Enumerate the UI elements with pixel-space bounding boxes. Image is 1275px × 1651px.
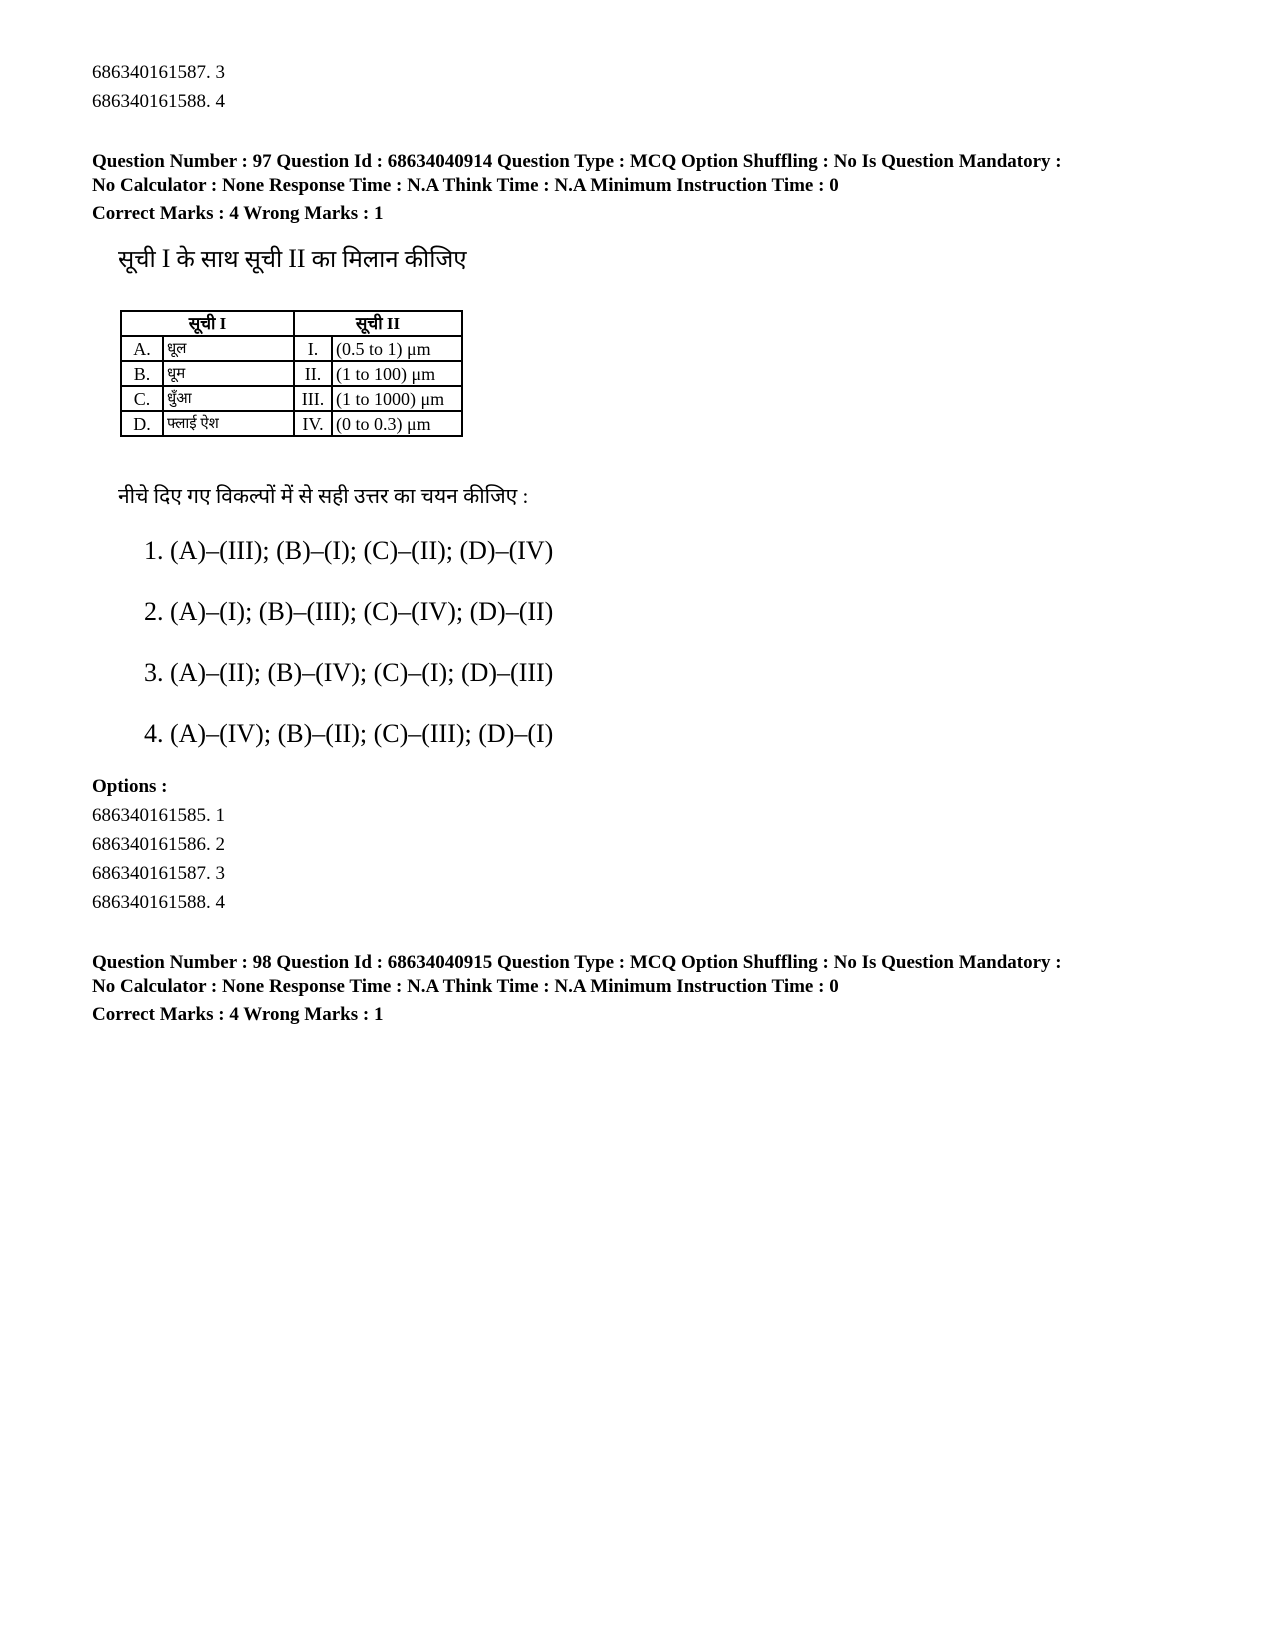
q97-choices (144, 536, 553, 780)
q97-option-3: 686340161587. 3 (92, 863, 225, 884)
q97-marks: Correct Marks : 4 Wrong Marks : 1 (92, 203, 384, 224)
row-letter: D. (121, 411, 163, 436)
row-range: (0 to 0.3) μm (332, 411, 462, 436)
q97-match-table (120, 310, 463, 437)
col1-header: सूची I (121, 311, 294, 336)
row-letter: A. (121, 336, 163, 361)
table-row (121, 386, 462, 411)
choice-3: 3. (A)–(II); (B)–(IV); (C)–(I); (D)–(III) (144, 658, 554, 687)
table-row (121, 336, 462, 361)
q98-header-line1: Question Number : 98 Question Id : 68634040915 Question Type : MCQ Option Shuffling : No Is Question Mandatory : (92, 952, 1062, 973)
row-range: (0.5 to 1) μm (332, 336, 462, 361)
row-item: धूम (163, 361, 294, 386)
choice-4: 4. (A)–(IV); (B)–(II); (C)–(III); (D)–(I) (144, 719, 554, 748)
row-roman: III. (294, 386, 332, 411)
table-header-row (121, 311, 462, 336)
col2-header: सूची II (294, 311, 462, 336)
row-roman: I. (294, 336, 332, 361)
q97-option-1: 686340161585. 1 (92, 805, 225, 826)
row-roman: IV. (294, 411, 332, 436)
q97-header-line1: Question Number : 97 Question Id : 68634040914 Question Type : MCQ Option Shuffling : No Is Question Mandatory : (92, 151, 1062, 172)
row-roman: II. (294, 361, 332, 386)
q97-option-2: 686340161586. 2 (92, 834, 225, 855)
q97-match-title: सूची I के साथ सूची II का मिलान कीजिए (118, 244, 467, 273)
q97-instruction: नीचे दिए गए विकल्पों में से सही उत्तर का चयन कीजिए : (118, 484, 529, 508)
q98-marks: Correct Marks : 4 Wrong Marks : 1 (92, 1004, 384, 1025)
row-item: धुँआ (163, 386, 294, 411)
table-row (121, 411, 462, 436)
row-item: फ्लाई ऐश (163, 411, 294, 436)
table-row (121, 361, 462, 386)
prev-option-4: 686340161588. 4 (92, 91, 225, 112)
choice-2: 2. (A)–(I); (B)–(III); (C)–(IV); (D)–(II) (144, 597, 554, 626)
choice-1: 1. (A)–(III); (B)–(I); (C)–(II); (D)–(IV) (144, 536, 554, 565)
q97-options-label: Options : (92, 776, 168, 797)
document-page (92, 58, 1212, 1027)
row-range: (1 to 100) μm (332, 361, 462, 386)
row-letter: C. (121, 386, 163, 411)
q97-question-image (118, 244, 1212, 764)
row-range: (1 to 1000) μm (332, 386, 462, 411)
q98-header-line2: No Calculator : None Response Time : N.A Think Time : N.A Minimum Instruction Time : 0 (92, 976, 839, 997)
q97-header-line2: No Calculator : None Response Time : N.A Think Time : N.A Minimum Instruction Time : 0 (92, 175, 839, 196)
row-letter: B. (121, 361, 163, 386)
prev-option-3: 686340161587. 3 (92, 62, 225, 83)
row-item: धूल (163, 336, 294, 361)
q97-option-4: 686340161588. 4 (92, 892, 225, 913)
